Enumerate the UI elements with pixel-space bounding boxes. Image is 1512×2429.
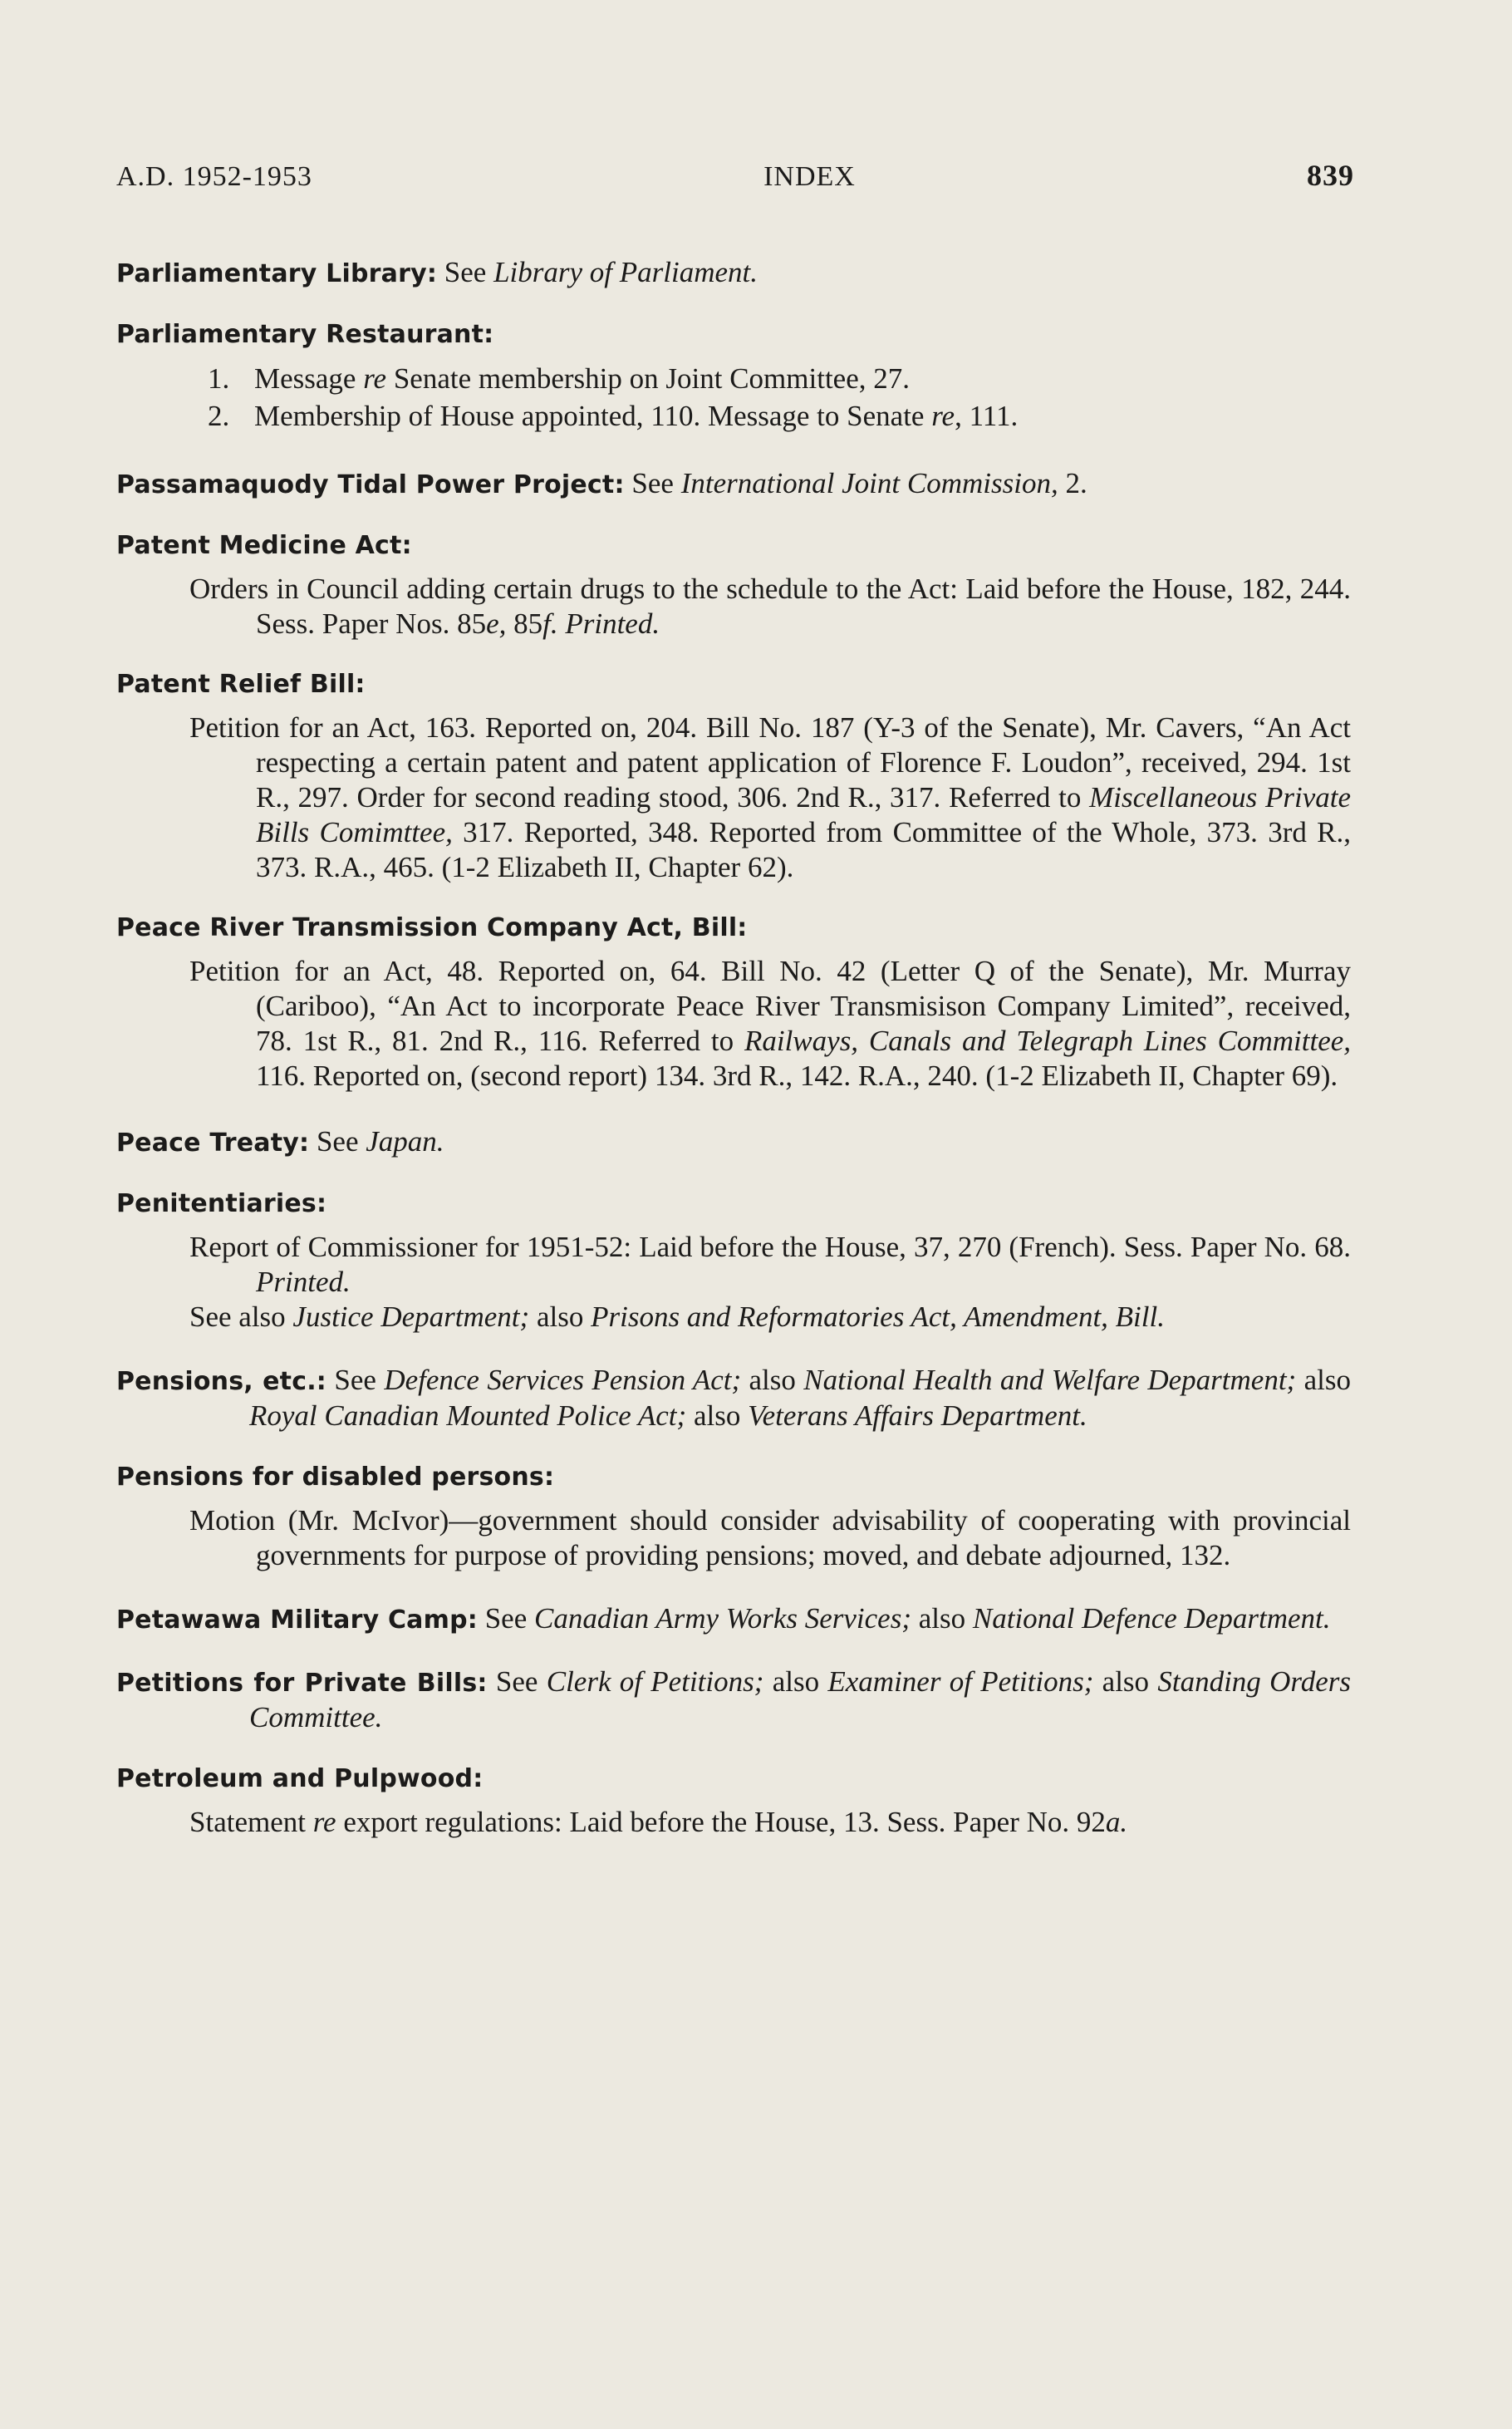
entry-heading: Patent Medicine Act:	[116, 531, 412, 561]
numbered-item: 2. Membership of House appointed, 110. Message to Senate re, 111.	[208, 400, 1019, 433]
index-entry	[116, 531, 1351, 642]
entry-body: Petition for an Act, 48. Reported on, 64. Bill No. 42 (Letter Q of the Senate), Mr. Murray (Cariboo), “An Act to incorporate Peace River Transmisison Company Limited”, received, 78. 1st R., 81. 2nd R., 116. Referred to Railways, Canals and Telegraph Lines Committee, 116. Reported on, (second report) 134. 3rd R., 142. R.A., 240. (1-2 Elizabeth II, Chapter 69).	[189, 955, 1352, 1093]
entry-body: Orders in Council adding certain drugs to the schedule to the Act: Laid before the House, 182, 244. Sess. Paper Nos. 85e, 85f. Printed.	[189, 573, 1351, 641]
page-number: 839	[1306, 159, 1354, 192]
entry-body: Petitions for Private Bills: See Clerk of Petitions; also Examiner of Petitions; also Standing Orders Committee.	[116, 1665, 1351, 1734]
index-entry	[116, 1601, 1351, 1637]
entry-heading: Penitentiaries:	[116, 1189, 327, 1219]
entry-heading: Petroleum and Pulpwood:	[116, 1763, 484, 1793]
index-entry	[116, 320, 1351, 435]
entry-body: Statement re export regulations: Laid before the House, 13. Sess. Paper No. 92a.	[189, 1805, 1128, 1838]
cross-reference: Library of Parliament.	[493, 256, 758, 288]
header-title: INDEX	[763, 161, 856, 192]
cross-reference: Japan.	[366, 1125, 444, 1158]
index-entry	[116, 1189, 1351, 1335]
index-entry	[116, 1463, 1351, 1573]
header-years: A.D. 1952-1953	[116, 161, 312, 192]
numbered-item: 1. Message re Senate membership on Joint Committee, 27.	[208, 362, 910, 396]
entry-heading: Petitions for Private Bills:	[116, 1669, 488, 1699]
entry-heading: Petawawa Military Camp:	[116, 1605, 478, 1635]
entry-body: Report of Commissioner for 1951-52: Laid before the House, 37, 270 (French). Sess. Paper No. 68. Printed.	[189, 1231, 1351, 1299]
entry-heading: Parliamentary Library:	[116, 259, 438, 288]
index-entry	[116, 1764, 1351, 1840]
entry-heading: Passamaquody Tidal Power Project:	[116, 470, 625, 499]
index-entry	[116, 1363, 1351, 1433]
index-entry	[116, 913, 1351, 1094]
cross-reference: International Joint Commission,	[680, 466, 1058, 499]
entry-heading: Parliamentary Restaurant:	[116, 320, 494, 350]
index-entry: Peace Treaty: See Japan.	[116, 1125, 444, 1158]
running-head	[116, 158, 1354, 193]
entry-body: Petition for an Act, 163. Reported on, 204. Bill No. 187 (Y-3 of the Senate), Mr. Cavers, “An Act respecting a certain patent and patent application of Florence F. Loudon”, received, 294. 1st R., 297. Order for second reading stood, 306. 2nd R., 317. Referred to Miscellaneous Private Bills Comimttee, 317. Reported, 348. Reported from Committee of the Whole, 373. 3rd R., 373. R.A., 465. (1-2 Elizabeth II, Chapter 62).	[189, 711, 1352, 884]
index-entry	[116, 1664, 1351, 1735]
entry-heading: Patent Relief Bill:	[116, 670, 366, 700]
index-page	[116, 158, 1354, 1868]
entry-body: Petawawa Military Camp: See Canadian Army Works Services; also National Defence Department.	[116, 1601, 1331, 1635]
entry-heading: Peace River Transmission Company Act, Bill:	[116, 913, 748, 943]
index-entry	[116, 670, 1351, 885]
entry-body: Motion (Mr. McIvor)—government should consider advisability of cooperating with provincial governments for purpose of providing pensions; moved, and debate adjourned, 132.	[189, 1503, 1351, 1571]
see-also: See also Justice Department; also Prisons and Reformatories Act, Amendment, Bill.	[189, 1301, 1165, 1334]
entry-heading: Pensions for disabled persons:	[116, 1462, 555, 1492]
entry-heading: Pensions, etc.:	[116, 1367, 326, 1397]
entry-body: Pensions, etc.: See Defence Services Pension Act; also National Health and Welfare Department; also Royal Canadian Mounted Police Act; also Veterans Affairs Department.	[116, 1364, 1351, 1433]
index-entry: Passamaquody Tidal Power Project: See International Joint Commission, 2.	[116, 466, 1087, 499]
entry-heading: Peace Treaty:	[116, 1128, 310, 1158]
index-entry: Parliamentary Library: See Library of Parliament.	[116, 256, 758, 288]
